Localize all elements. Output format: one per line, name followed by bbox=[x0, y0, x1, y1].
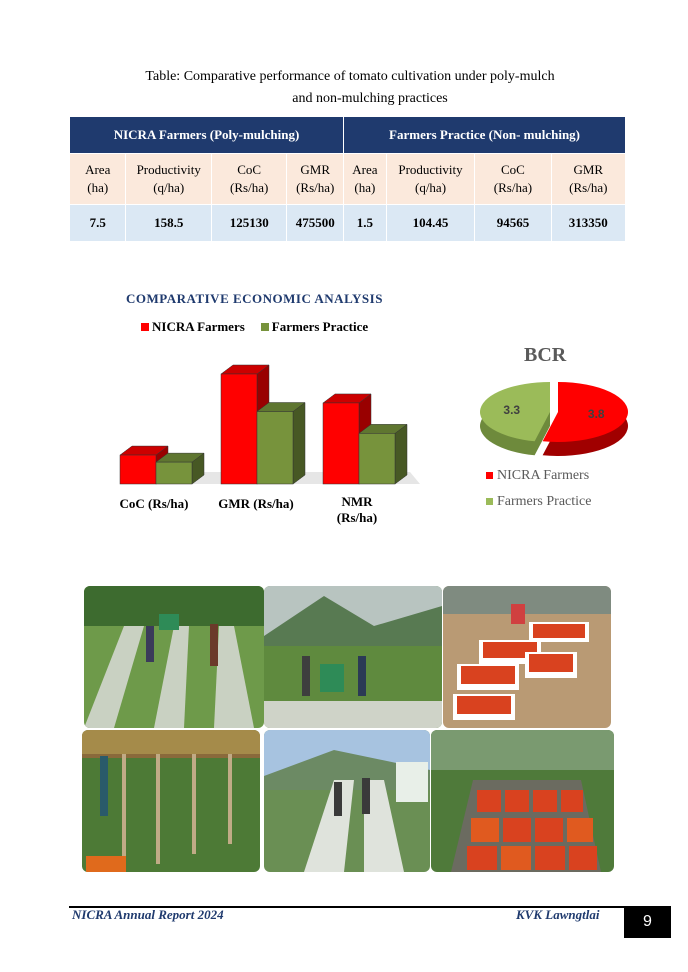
column-header: CoC (Rs/ha) bbox=[475, 154, 551, 205]
group-header-farmers: Farmers Practice (Non- mulching) bbox=[344, 117, 626, 154]
x-tick-label: GMR (Rs/ha) bbox=[218, 496, 294, 511]
photo-illustration bbox=[443, 586, 611, 728]
table-row bbox=[70, 205, 626, 242]
table-cell: 475500 bbox=[287, 205, 344, 242]
bar-side-face bbox=[395, 424, 407, 484]
legend-item-farmers: Farmers Practice bbox=[261, 319, 368, 335]
table-caption-line2: and non-mulching practices bbox=[292, 91, 448, 106]
tomato-truck-photo bbox=[431, 730, 614, 872]
table-cell: 125130 bbox=[212, 205, 287, 242]
bar-farmers-0 bbox=[156, 462, 192, 484]
footer-report-title: NICRA Annual Report 2024 bbox=[72, 907, 224, 922]
x-tick-label: CoC (Rs/ha) bbox=[119, 496, 189, 511]
pie-chart bbox=[478, 378, 638, 468]
column-header: Area (ha) bbox=[70, 154, 126, 205]
legend-item-nicra: NICRA Farmers bbox=[141, 319, 245, 335]
photo-illustration bbox=[82, 730, 260, 872]
pie-group bbox=[480, 382, 628, 456]
bar-farmers-2 bbox=[359, 433, 395, 484]
table-cell: 158.5 bbox=[126, 205, 212, 242]
column-header: Area (ha) bbox=[344, 154, 387, 205]
bar-group bbox=[120, 365, 407, 484]
pie-legend-farmers: Farmers Practice bbox=[486, 494, 591, 510]
column-header: Productivity (q/ha) bbox=[386, 154, 475, 205]
footer-organization: KVK Lawngtlai bbox=[516, 907, 600, 922]
photo-illustration bbox=[264, 586, 442, 728]
tomato-field-photo bbox=[82, 730, 260, 872]
photo-illustration bbox=[84, 586, 264, 728]
pie-data-label: 3.8 bbox=[587, 406, 605, 421]
bar-farmers-1 bbox=[257, 412, 293, 484]
photo-illustration bbox=[431, 730, 614, 872]
bar-chart bbox=[100, 360, 430, 490]
column-header: GMR (Rs/ha) bbox=[551, 154, 625, 205]
bar-nicra-2 bbox=[323, 403, 359, 484]
table-cell: 7.5 bbox=[70, 205, 126, 242]
tomato-field-photo bbox=[84, 586, 264, 728]
pie-legend-nicra: NICRA Farmers bbox=[486, 468, 589, 484]
table-cell: 104.45 bbox=[386, 205, 475, 242]
tomato-crates-photo bbox=[443, 586, 611, 728]
pie-chart-title: BCR bbox=[524, 344, 567, 366]
bar-nicra-1 bbox=[221, 374, 257, 484]
column-header: CoC (Rs/ha) bbox=[212, 154, 287, 205]
bar-nicra-0 bbox=[120, 455, 156, 484]
table-cell: 313350 bbox=[551, 205, 625, 242]
pie-data-label: 3.3 bbox=[503, 403, 521, 418]
bar-side-face bbox=[293, 403, 305, 484]
performance-table bbox=[69, 116, 626, 242]
table-cell: 1.5 bbox=[344, 205, 387, 242]
page-number: 9 bbox=[624, 906, 671, 938]
bar-chart-legend bbox=[141, 319, 368, 335]
column-header: Productivity (q/ha) bbox=[126, 154, 212, 205]
bar-chart-title: COMPARATIVE ECONOMIC ANALYSIS bbox=[126, 291, 383, 306]
column-header-row bbox=[70, 154, 626, 205]
group-header-nicra: NICRA Farmers (Poly-mulching) bbox=[70, 117, 344, 154]
x-tick-label: NMR (Rs/ha) bbox=[336, 494, 378, 525]
photo-illustration bbox=[264, 730, 430, 872]
tomato-field-photo bbox=[264, 730, 430, 872]
table-cell: 94565 bbox=[475, 205, 551, 242]
table-caption-line1: Table: Comparative performance of tomato cultivation under poly-mulch bbox=[145, 69, 555, 84]
tomato-field-photo bbox=[264, 586, 442, 728]
column-header: GMR (Rs/ha) bbox=[287, 154, 344, 205]
